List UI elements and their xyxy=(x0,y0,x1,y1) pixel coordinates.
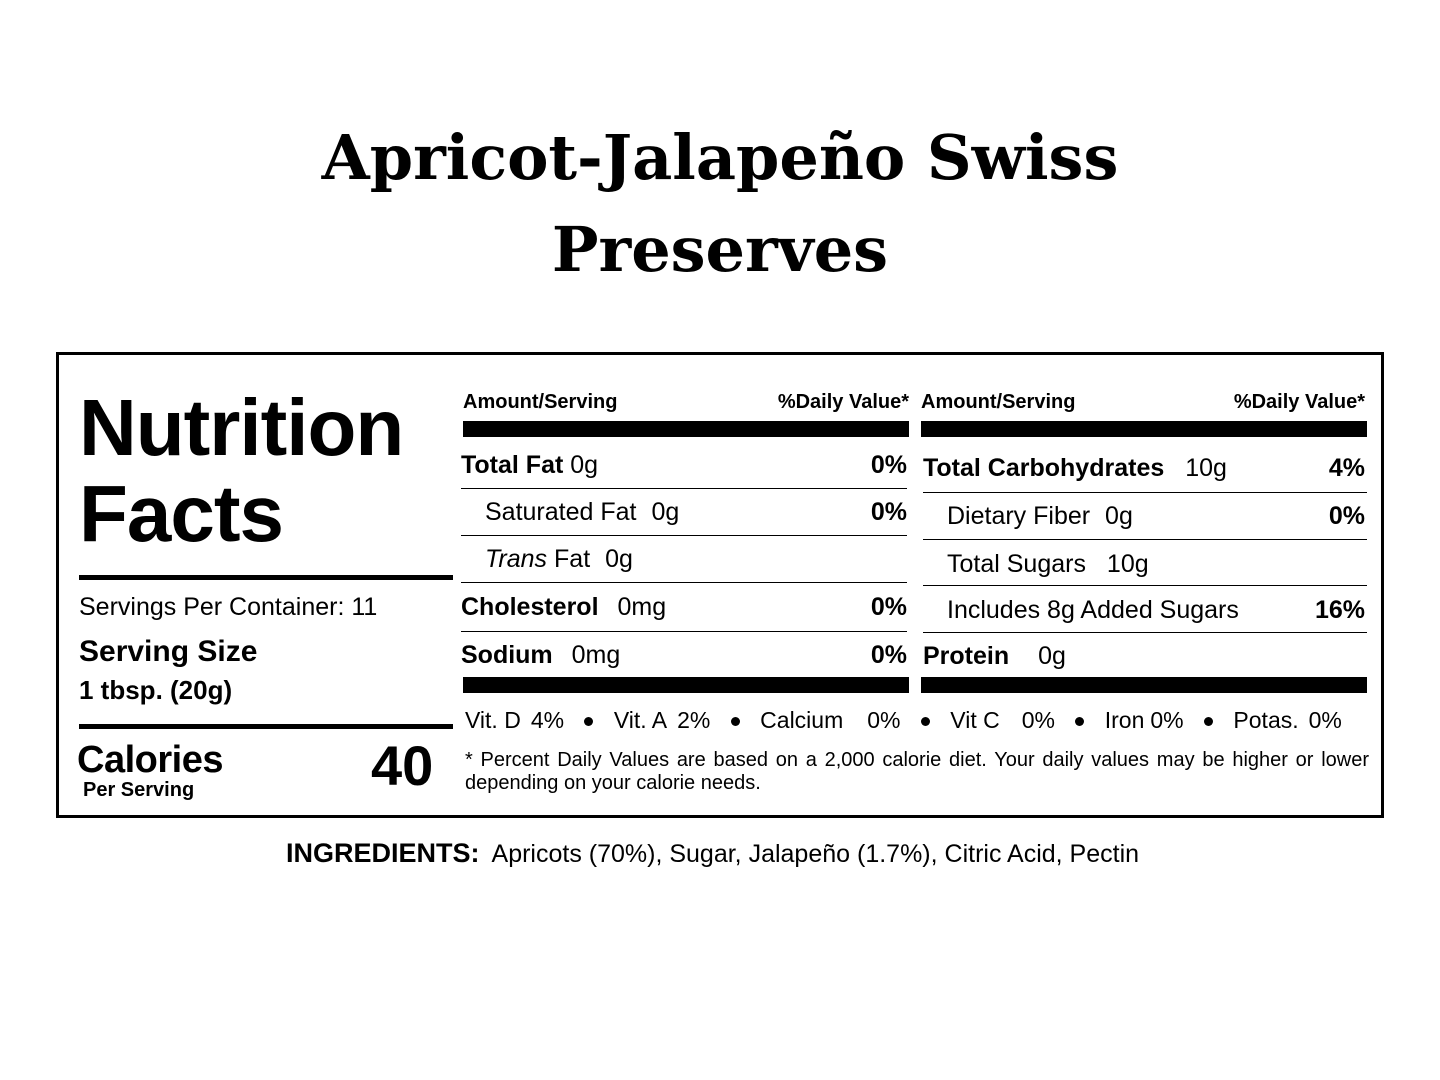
vitamin-d-name: Vit. D xyxy=(465,707,521,733)
calories-value: 40 xyxy=(371,734,434,797)
divider-saturated-fat xyxy=(461,535,907,536)
vitamin-c-name: Vit C xyxy=(950,707,1000,733)
row-cholesterol xyxy=(461,593,666,622)
header-bar-right xyxy=(921,421,1367,437)
divider-total-sugars xyxy=(923,585,1367,586)
dietary-fiber-label: Dietary Fiber xyxy=(947,502,1091,530)
trans-fat-amount: 0g xyxy=(605,545,633,573)
row-dietary-fiber xyxy=(947,502,1133,531)
product-title-line1: Apricot-Jalapeño Swiss xyxy=(321,121,1119,194)
trans-fat-label: Fat xyxy=(554,545,591,573)
bullet-icon xyxy=(921,717,930,726)
total-carbohydrates-amount: 10g xyxy=(1185,454,1227,482)
calories-per-serving: Per Serving xyxy=(83,779,195,801)
row-total-sugars xyxy=(947,550,1149,579)
ingredients-text: Apricots (70%), Sugar, Jalapeño (1.7%), Citric Acid, Pectin xyxy=(491,840,1140,868)
cholesterol-label: Cholesterol xyxy=(461,593,599,621)
divider-total-carbohydrates xyxy=(923,492,1367,493)
vitamins-minerals-line xyxy=(465,707,1342,734)
cholesterol-amount: 0mg xyxy=(617,593,667,621)
divider-heading xyxy=(79,575,453,580)
saturated-fat-amount: 0g xyxy=(651,498,680,526)
vitamin-d-value: 4% xyxy=(530,707,565,733)
total-fat-label: Total Fat xyxy=(461,451,564,479)
row-total-carbohydrates xyxy=(923,454,1227,483)
row-total-fat xyxy=(461,451,598,480)
row-saturated-fat xyxy=(485,498,679,527)
iron-name: Iron xyxy=(1104,707,1145,733)
bullet-icon xyxy=(731,717,740,726)
divider-calories xyxy=(79,724,453,729)
daily-value-footnote: * Percent Daily Values are based on a 2,000 calorie diet. Your daily values may be higher or lower depending on your calorie needs. xyxy=(465,749,1369,794)
calories-label: Calories xyxy=(77,739,223,781)
bullet-icon xyxy=(1075,717,1084,726)
amount-serving-header-right: Amount/Serving xyxy=(921,391,1076,413)
amount-serving-header-left: Amount/Serving xyxy=(463,391,618,413)
servings-per-container: Servings Per Container: 11 xyxy=(79,593,378,621)
row-added-sugars xyxy=(947,596,1239,625)
dietary-fiber-dv: 0% xyxy=(1328,502,1365,530)
nutrition-facts-heading xyxy=(79,385,403,557)
vitamin-c-value: 0% xyxy=(1021,707,1055,733)
iron-value: 0% xyxy=(1150,707,1184,733)
potassium-value: 0% xyxy=(1308,707,1342,733)
saturated-fat-label: Saturated Fat xyxy=(485,498,637,526)
row-trans-fat xyxy=(485,545,633,574)
nutrition-facts-panel xyxy=(56,352,1384,818)
potassium-name: Potas. xyxy=(1233,707,1299,733)
divider-trans-fat xyxy=(461,582,907,583)
footer-bar-right xyxy=(921,677,1367,693)
added-sugars-dv: 16% xyxy=(1314,596,1365,624)
product-title-line2: Preserves xyxy=(551,213,889,286)
footer-bar-left xyxy=(463,677,909,693)
vitamin-a-name: Vit. A xyxy=(613,707,668,733)
heading-line1: Nutrition xyxy=(79,383,404,472)
trans-fat-italic: Trans xyxy=(485,545,548,573)
serving-size-value: 1 tbsp. (20g) xyxy=(79,675,233,705)
saturated-fat-dv: 0% xyxy=(870,498,907,526)
protein-label: Protein xyxy=(923,642,1010,670)
daily-value-header-right: %Daily Value* xyxy=(1233,391,1365,413)
calcium-value: 0% xyxy=(867,707,901,733)
sodium-dv: 0% xyxy=(870,641,907,669)
total-carbohydrates-dv: 4% xyxy=(1328,454,1365,482)
vitamin-a-value: 2% xyxy=(677,707,711,733)
daily-value-header-left: %Daily Value* xyxy=(777,391,909,413)
divider-cholesterol xyxy=(461,631,907,632)
product-title xyxy=(0,112,1440,296)
total-sugars-amount: 10g xyxy=(1106,550,1149,578)
heading-line2: Facts xyxy=(79,469,283,558)
ingredients-label: INGREDIENTS: xyxy=(286,838,480,868)
calcium-name: Calcium xyxy=(760,707,844,733)
divider-added-sugars xyxy=(923,632,1367,633)
sodium-label: Sodium xyxy=(461,641,553,669)
serving-size-label: Serving Size xyxy=(79,635,258,668)
row-protein xyxy=(923,642,1066,671)
protein-amount: 0g xyxy=(1038,642,1066,670)
bullet-icon xyxy=(1204,717,1213,726)
header-bar-left xyxy=(463,421,909,437)
total-sugars-label: Total Sugars xyxy=(947,550,1086,578)
total-carbohydrates-label: Total Carbohydrates xyxy=(923,454,1165,482)
cholesterol-dv: 0% xyxy=(870,593,907,621)
ingredients-line xyxy=(286,838,1139,869)
row-sodium xyxy=(461,641,620,670)
total-fat-dv: 0% xyxy=(870,451,907,479)
divider-total-fat xyxy=(461,488,907,489)
total-fat-amount: 0g xyxy=(570,451,599,479)
added-sugars-label: Includes 8g Added Sugars xyxy=(947,596,1239,624)
divider-dietary-fiber xyxy=(923,539,1367,540)
sodium-amount: 0mg xyxy=(571,641,621,669)
dietary-fiber-amount: 0g xyxy=(1105,502,1133,530)
bullet-icon xyxy=(584,717,593,726)
